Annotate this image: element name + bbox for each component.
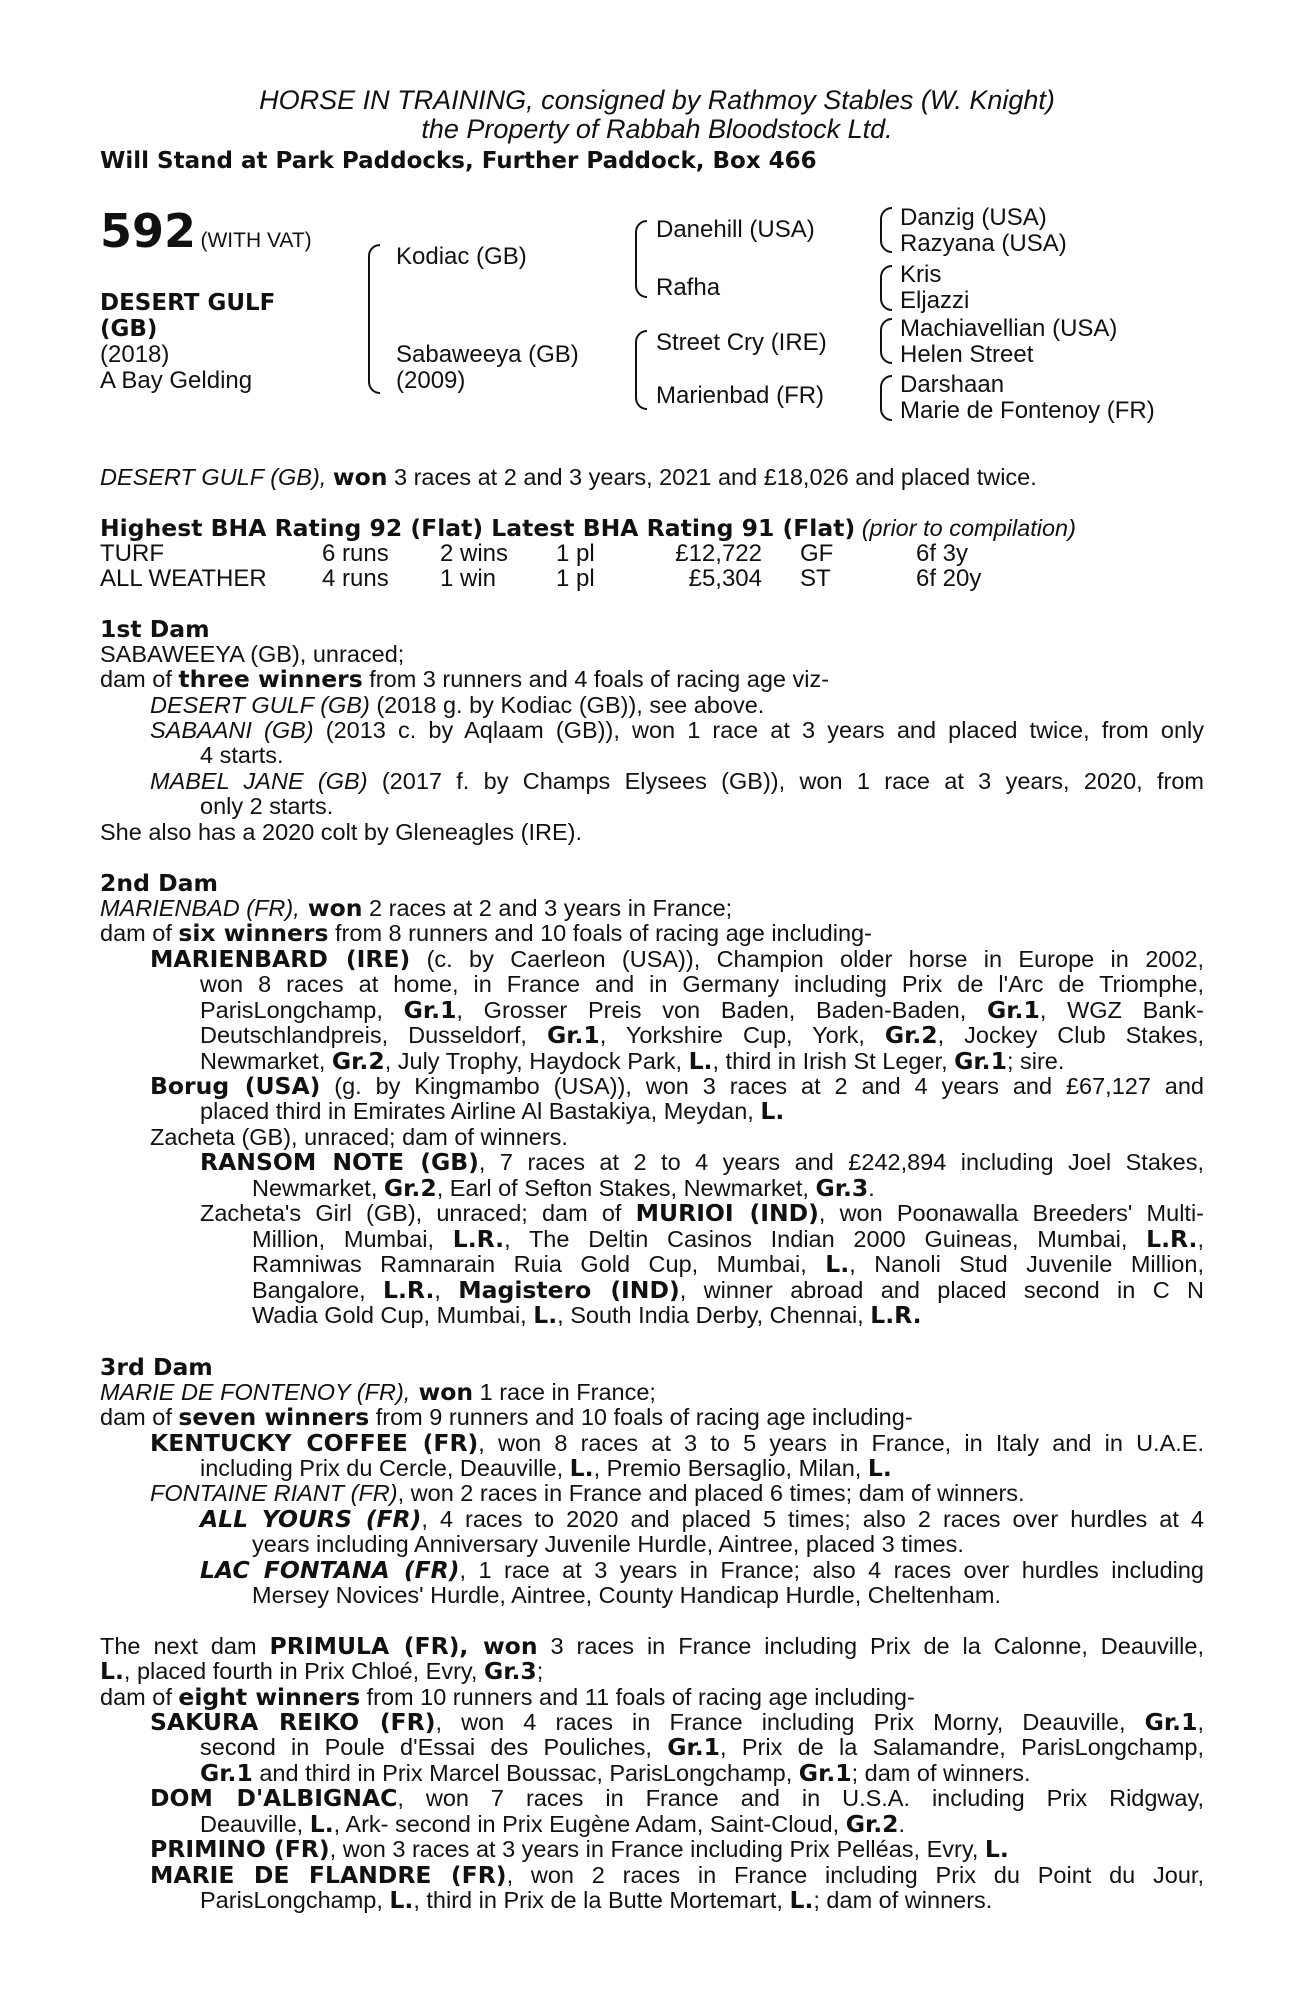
dam-note: She also has a 2020 colt by Gleneagles (IRE).	[100, 819, 583, 845]
grade: L.	[760, 1097, 785, 1125]
produce-entry	[150, 1481, 1204, 1507]
grade: Gr.1	[200, 1759, 253, 1787]
text: , winner abroad and placed second in C N	[679, 1277, 1205, 1303]
won-label: won	[299, 894, 363, 922]
gg-4: Eljazzi	[900, 287, 970, 314]
produce-continuation	[200, 1099, 1204, 1125]
text: second in Poule d'Essai des Pouliches,	[200, 1734, 668, 1760]
lot-number: 592	[100, 204, 197, 258]
produce-entry: Zacheta (GB), unraced; dam of winners.	[150, 1124, 568, 1150]
record-wins: 2 wins	[440, 540, 509, 567]
produce-name: MABEL JANE (GB)	[150, 768, 368, 794]
produce-entry	[150, 947, 1204, 973]
grade: Gr.1	[798, 1759, 852, 1787]
record-distance: 6f 20y	[916, 565, 982, 592]
grade: Gr.2	[383, 1174, 437, 1202]
text: , 4 races to 2020 and placed 5 times; also 2 races over hurdles at 4	[421, 1506, 1205, 1532]
text: from 10 runners and 11 foals of racing age including-	[360, 1684, 915, 1710]
grade: Gr.1	[667, 1733, 721, 1761]
dam-year: (2009)	[396, 367, 466, 394]
text: , Grosser Preis von Baden, Baden-Baden,	[456, 997, 988, 1023]
produce-entry	[150, 693, 1204, 719]
produce-name: Borug (USA)	[150, 1072, 321, 1100]
text: Bangalore,	[252, 1277, 384, 1303]
produce-name: RANSOM NOTE (GB)	[200, 1148, 479, 1176]
grade: Gr.3	[483, 1657, 537, 1685]
grade: L.R.	[452, 1225, 505, 1253]
text: , won 7 races in France and in U.S.A. including Prix Ridgway,	[397, 1785, 1204, 1811]
grade: L.R.	[383, 1276, 435, 1304]
produce-continuation	[200, 1888, 1204, 1914]
text: , won 4 races in France including Prix Morny, Deauville,	[435, 1709, 1145, 1735]
gg-3: Kris	[900, 261, 942, 288]
produce-continuation	[200, 1049, 1204, 1075]
text: ; sire.	[1006, 1048, 1065, 1074]
section-heading: 3rd Dam	[100, 1353, 213, 1381]
text: including Prix du Cercle, Deauville,	[200, 1455, 570, 1481]
text: , Nanoli Stud Juvenile Million,	[849, 1251, 1204, 1277]
text: from 3 runners and 4 foals of racing age viz-	[362, 666, 830, 692]
text: dam of	[100, 1404, 179, 1430]
text: ; dam of winners.	[851, 1760, 1031, 1786]
text: 3 races in France including Prix de la Calonne, Deauville,	[537, 1633, 1204, 1659]
grade: L.	[688, 1047, 713, 1075]
produce-name: KENTUCKY COFFEE (FR)	[150, 1429, 479, 1457]
pedigree-brace	[880, 207, 892, 253]
grade: L.	[100, 1657, 124, 1685]
text: , 7 races at 2 to 4 years and £242,894 including Joel Stakes,	[478, 1149, 1204, 1175]
stabling-line: Will Stand at Park Paddocks, Further Paddock, Box 466	[100, 148, 817, 174]
text: , South India Derby, Chennai,	[557, 1302, 871, 1328]
horse-name: DESERT GULF	[100, 290, 276, 316]
text: dam of	[100, 1684, 179, 1710]
grade: Gr.1	[546, 1021, 600, 1049]
summary-won: won	[332, 463, 388, 491]
grade: Gr.1	[954, 1047, 1007, 1075]
text: , The Deltin Casinos Indian 2000 Guineas, Mumbai,	[504, 1226, 1147, 1252]
text: Million, Mumbai,	[252, 1226, 453, 1252]
produce-entry	[150, 1074, 1204, 1100]
text: from 8 runners and 10 foals of racing age including-	[328, 920, 872, 946]
produce-entry	[150, 1837, 1204, 1863]
record-runs: 4 runs	[322, 565, 389, 592]
winners-count: seven winners	[178, 1403, 370, 1431]
grade: Gr.1	[1144, 1708, 1198, 1736]
dam-line	[100, 1634, 1204, 1660]
text: placed third in Emirates Airline Al Bastakiya, Meydan,	[200, 1098, 761, 1124]
produce-continuation	[200, 1761, 1204, 1787]
produce-entry	[200, 1150, 1204, 1176]
rating-note: (prior to compilation)	[861, 515, 1076, 541]
gg-7: Darshaan	[900, 371, 1005, 398]
produce-name: FONTAINE RIANT (FR)	[150, 1480, 398, 1506]
produce-entry	[150, 769, 1204, 795]
produce-name: MURIOI (IND)	[635, 1199, 819, 1227]
grade: L.	[825, 1250, 850, 1278]
record-going: ST	[800, 565, 831, 592]
dam-name: PRIMULA (FR), won	[269, 1632, 538, 1660]
produce-continuation: only 2 starts.	[200, 793, 334, 819]
text: , July Trophy, Haydock Park,	[384, 1048, 689, 1074]
grade: Gr.1	[987, 996, 1040, 1024]
text: ,	[1197, 1226, 1205, 1252]
text: (2017 f. by Champs Elysees (GB)), won 1 race at 3 years, 2020, from	[367, 768, 1204, 794]
grade: Gr.2	[331, 1047, 385, 1075]
record-prize: £12,722	[675, 540, 762, 567]
dam-dam: Marienbad (FR)	[656, 382, 825, 409]
dam-name: MARIE DE FONTENOY (FR),	[100, 1379, 411, 1405]
produce-entry	[150, 1710, 1204, 1736]
text: ,	[434, 1277, 459, 1303]
produce-name: PRIMINO (FR)	[150, 1835, 330, 1863]
produce-name: ALL YOURS (FR)	[200, 1505, 422, 1533]
produce-entry	[200, 1507, 1204, 1533]
dam-line	[100, 1659, 1204, 1685]
text: ; dam of winners.	[813, 1887, 993, 1913]
record-placed: 1 pl	[556, 565, 595, 592]
text: , won 8 races at 3 to 5 years in France, in Italy and in U.A.E.	[478, 1430, 1204, 1456]
text: , WGZ Bank-	[1039, 997, 1204, 1023]
record-going: GF	[800, 540, 834, 567]
dam-line: SABAWEEYA (GB), unraced;	[100, 641, 405, 667]
record-distance: 6f 3y	[916, 540, 969, 567]
grade: L.R.	[870, 1301, 922, 1329]
produce-name: SAKURA REIKO (FR)	[150, 1708, 436, 1736]
produce-continuation	[200, 1023, 1204, 1049]
foaling-year: (2018)	[100, 341, 170, 368]
produce-name: MARIENBARD (IRE)	[150, 945, 411, 973]
grade: L.	[389, 1886, 414, 1914]
record-prize: £5,304	[688, 565, 762, 592]
produce-continuation: years including Anniversary Juvenile Hurdle, Aintree, placed 3 times.	[252, 1531, 964, 1557]
produce-summary	[100, 1405, 1204, 1431]
dam-line	[100, 896, 1204, 922]
grade: L.	[569, 1454, 594, 1482]
sire-dam: Rafha	[656, 274, 721, 301]
text: and third in Prix Marcel Boussac, ParisLongchamp,	[252, 1760, 799, 1786]
text: Wadia Gold Cup, Mumbai,	[252, 1302, 534, 1328]
pedigree-brace	[880, 318, 892, 364]
text: , won Poonawalla Breeders' Multi-	[818, 1200, 1204, 1226]
text: , third in Prix de la Butte Mortemart,	[413, 1887, 790, 1913]
produce-continuation: Mersey Novices' Hurdle, Aintree, County Handicap Hurdle, Cheltenham.	[252, 1582, 1002, 1608]
text: Newmarket,	[200, 1048, 332, 1074]
lot-header	[100, 204, 312, 258]
record-placed: 1 pl	[556, 540, 595, 567]
produce-summary	[100, 1685, 1204, 1711]
text: Zacheta's Girl (GB), unraced; dam of	[200, 1200, 636, 1226]
produce-continuation	[200, 998, 1204, 1024]
pedigree-brace	[368, 244, 380, 394]
record-surface: ALL WEATHER	[100, 565, 267, 592]
text: , Yorkshire Cup, York,	[599, 1022, 885, 1048]
vat-note: (WITH VAT)	[200, 229, 312, 252]
text: (2013 c. by Aqlaam (GB)), won 1 race at 3 years and placed twice, from only	[313, 717, 1204, 743]
produce-name: DESERT GULF (GB)	[150, 692, 370, 718]
text: , third in Irish St Leger,	[712, 1048, 955, 1074]
text: ParisLongchamp,	[200, 1887, 390, 1913]
produce-continuation	[252, 1252, 1204, 1278]
grade: Gr.2	[884, 1021, 938, 1049]
pedigree-brace	[635, 220, 647, 298]
winners-count: eight winners	[178, 1683, 361, 1711]
consignor-line: HORSE IN TRAINING, consigned by Rathmoy Stables (W. Knight)	[259, 85, 1055, 115]
text: (2018 g. by Kodiac (GB)), see above.	[369, 692, 765, 718]
winners-count: three winners	[178, 665, 363, 693]
grade: Gr.2	[845, 1810, 899, 1838]
text: The next dam	[100, 1633, 270, 1659]
pedigree-brace	[880, 375, 892, 421]
text: , Premio Bersaglio, Milan,	[593, 1455, 868, 1481]
text: ;	[536, 1658, 544, 1684]
grade: Gr.1	[403, 996, 457, 1024]
grade: Gr.3	[815, 1174, 869, 1202]
section-heading: 2nd Dam	[100, 869, 218, 897]
produce-entry	[150, 1786, 1204, 1812]
section-heading: 1st Dam	[100, 615, 210, 643]
produce-summary	[100, 921, 1204, 947]
gg-6: Helen Street	[900, 341, 1034, 368]
produce-continuation	[252, 1278, 1204, 1304]
produce-name: Magistero (IND)	[458, 1276, 680, 1304]
summary-name: DESERT GULF (GB),	[100, 464, 327, 490]
text: , 1 race at 3 years in France; also 4 races over hurdles including	[459, 1557, 1205, 1583]
text: , Jockey Club Stakes,	[937, 1022, 1204, 1048]
pedigree-brace	[635, 330, 647, 410]
sire: Kodiac (GB)	[396, 243, 527, 270]
text: dam of	[100, 666, 179, 692]
text: 2 races at 2 and 3 years in France;	[362, 895, 733, 921]
text: .	[868, 1175, 875, 1201]
text: ParisLongchamp,	[200, 997, 404, 1023]
text: , Prix de la Salamandre, ParisLongchamp,	[720, 1734, 1205, 1760]
text: , Ark- second in Prix Eugène Adam, Saint-Cloud,	[333, 1811, 846, 1837]
summary-text: 3 races at 2 and 3 years, 2021 and £18,026 and placed twice.	[394, 464, 1037, 490]
produce-entry	[150, 1431, 1204, 1457]
produce-entry	[150, 1863, 1204, 1889]
record-wins: 1 win	[440, 565, 497, 592]
dam-line	[100, 1380, 1204, 1406]
text: , Earl of Sefton Stakes, Newmarket,	[436, 1175, 816, 1201]
produce-continuation	[252, 1176, 1204, 1202]
text: , won 2 races in France and placed 6 times; dam of winners.	[397, 1480, 1025, 1506]
produce-name: LAC FONTANA (FR)	[200, 1556, 460, 1584]
grade: L.R.	[1146, 1225, 1198, 1253]
race-summary	[100, 465, 1204, 491]
text: (g. by Kingmambo (USA)), won 3 races at 2 and 4 years and £67,127 and	[320, 1073, 1204, 1099]
gg-5: Machiavellian (USA)	[900, 315, 1118, 342]
grade: L.	[309, 1810, 334, 1838]
produce-entry	[200, 1558, 1204, 1584]
text: , won 2 races in France including Prix du Point du Jour,	[506, 1862, 1204, 1888]
text: 1 race in France;	[473, 1379, 656, 1405]
produce-continuation	[252, 1227, 1204, 1253]
gg-8: Marie de Fontenoy (FR)	[900, 397, 1155, 424]
bha-rating	[100, 516, 1204, 542]
produce-entry	[150, 718, 1204, 744]
grade: L.	[867, 1454, 892, 1482]
text: ,	[1197, 1709, 1204, 1735]
produce-continuation	[252, 1303, 1204, 1329]
text: (c. by Caerleon (USA)), Champion older horse in Europe in 2002,	[410, 946, 1204, 972]
sire-sire: Danehill (USA)	[656, 216, 815, 243]
record-surface: TURF	[100, 540, 164, 567]
horse-origin: (GB)	[100, 316, 158, 342]
record-runs: 6 runs	[322, 540, 389, 567]
text: from 9 runners and 10 foals of racing age including-	[369, 1404, 913, 1430]
rating-text: Highest BHA Rating 92 (Flat) Latest BHA Rating 91 (Flat)	[100, 514, 856, 542]
text: , placed fourth in Prix Chloé, Evry,	[123, 1658, 484, 1684]
produce-continuation	[200, 1735, 1204, 1761]
dam-name: MARIENBAD (FR),	[100, 895, 300, 921]
text: , won 3 races at 3 years in France including Prix Pelléas, Evry,	[329, 1836, 985, 1862]
produce-name: DOM D'ALBIGNAC	[150, 1784, 398, 1812]
text: dam of	[100, 920, 179, 946]
text: .	[898, 1811, 906, 1837]
grade: L.	[984, 1835, 1009, 1863]
text: Newmarket,	[252, 1175, 384, 1201]
produce-name: MARIE DE FLANDRE (FR)	[150, 1861, 507, 1889]
produce-continuation: 4 starts.	[200, 742, 284, 768]
text: Deauville,	[200, 1811, 310, 1837]
dam-sire: Street Cry (IRE)	[656, 329, 827, 356]
produce-name: SABAANI (GB)	[150, 717, 314, 743]
pedigree-brace	[880, 265, 892, 311]
dam: Sabaweeya (GB)	[396, 341, 579, 368]
grade: L.	[789, 1886, 814, 1914]
text: Deutschlandpreis, Dusseldorf,	[200, 1022, 547, 1048]
horse-description: A Bay Gelding	[100, 367, 253, 394]
produce-summary	[100, 667, 1204, 693]
won-label: won	[410, 1378, 474, 1406]
owner-line: the Property of Rabbah Bloodstock Ltd.	[421, 114, 893, 144]
produce-entry	[200, 1201, 1204, 1227]
produce-continuation: won 8 races at home, in France and in Germany including Prix de l'Arc de Triomphe,	[200, 971, 1204, 997]
gg-1: Danzig (USA)	[900, 204, 1047, 231]
produce-continuation	[200, 1456, 1204, 1482]
grade: L.	[533, 1301, 558, 1329]
produce-continuation	[200, 1812, 1204, 1838]
winners-count: six winners	[178, 919, 329, 947]
gg-2: Razyana (USA)	[900, 230, 1067, 257]
text: Ramniwas Ramnarain Ruia Gold Cup, Mumbai,	[252, 1251, 826, 1277]
